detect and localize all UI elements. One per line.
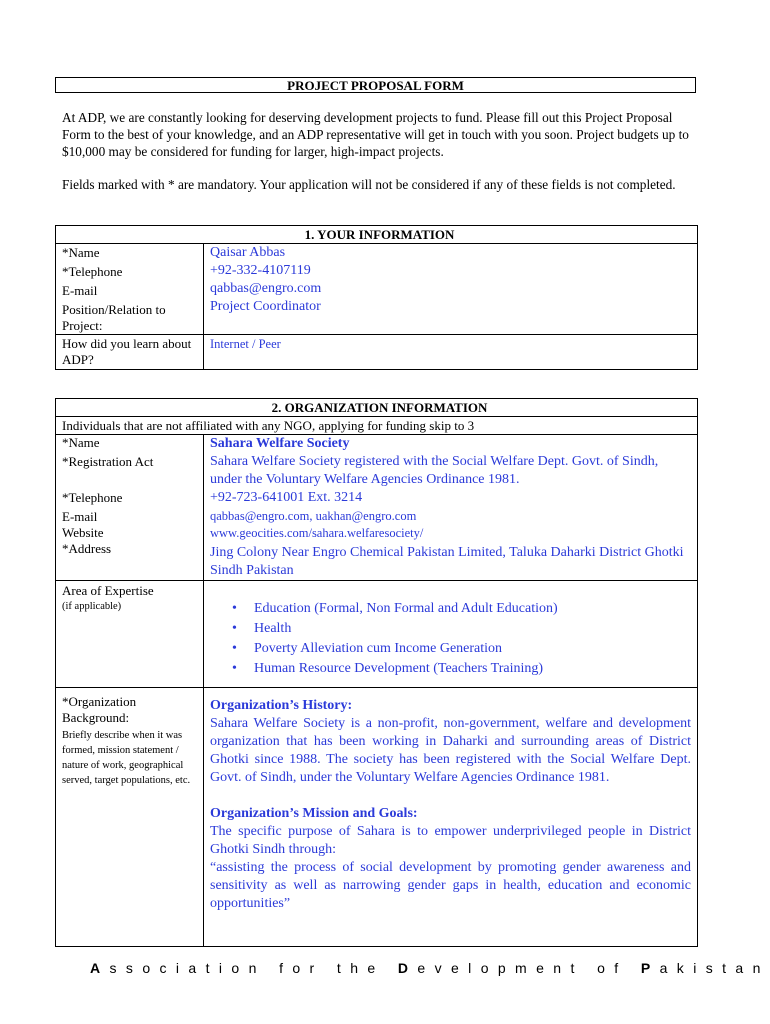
- name-value[interactable]: Qaisar Abbas: [210, 245, 286, 260]
- mission-quote[interactable]: “assisting the process of social development by promoting gender awareness and sensitivity as well as narrowing gender gaps in health, education and economic opportunities”: [210, 860, 691, 911]
- section2-note: Individuals that are not affiliated with any NGO, applying for funding skip to 3: [56, 417, 698, 435]
- list-item: • Human Resource Development (Teachers Training): [232, 661, 544, 676]
- footer-organization-name: Association for the Development of Pakistan: [90, 960, 770, 976]
- your-information-table: [55, 225, 698, 370]
- position-value[interactable]: Project Coordinator: [210, 299, 321, 314]
- list-item: • Poverty Alleviation cum Income Generation: [232, 641, 503, 656]
- mandatory-note: Fields marked with * are mandatory. Your application will not be considered if any of these fields is not completed.: [62, 177, 676, 192]
- section2-heading: 2. ORGANIZATION INFORMATION: [56, 399, 698, 417]
- org-email-label: E-mail: [62, 509, 98, 524]
- email-label: E-mail: [62, 283, 98, 298]
- registration-value[interactable]: Sahara Welfare Society registered with the Social Welfare Dept. Govt. of Sindh, under the Voluntary Welfare Agencies Ordinance 1981.: [210, 454, 659, 487]
- registration-label: *Registration Act: [62, 454, 154, 469]
- org-name-value[interactable]: Sahara Welfare Society: [210, 436, 350, 451]
- learn-label: How did you learn about ADP?: [62, 336, 192, 367]
- organization-information-table: [55, 398, 698, 947]
- expertise-label: Area of Expertise: [62, 583, 154, 598]
- background-label: *Organization Background:: [62, 694, 137, 725]
- list-item: • Health: [232, 621, 292, 636]
- section1-heading: 1. YOUR INFORMATION: [56, 226, 698, 244]
- org-telephone-label: *Telephone: [62, 490, 123, 505]
- org-name-label: *Name: [62, 435, 100, 450]
- expertise-list: [210, 599, 697, 679]
- address-value[interactable]: Jing Colony Near Engro Chemical Pakistan Limited, Taluka Daharki District Ghotki Sindh Pakistan: [210, 545, 684, 578]
- mission-heading: Organization’s Mission and Goals:: [210, 806, 418, 821]
- org-telephone-value[interactable]: +92-723-641001 Ext. 3214: [210, 490, 363, 505]
- mission-text[interactable]: The specific purpose of Sahara is to empower underprivileged people in District Ghotki Sindh through:: [210, 824, 691, 857]
- telephone-label: *Telephone: [62, 264, 123, 279]
- history-text[interactable]: Sahara Welfare Society is a non-profit, non-government, welfare and development organization that has been working in Daharki and surrounding areas of District Ghotki since 1988. The society has been registered with the Social Welfare Dept. Govt. of Sindh, under the Voluntary Welfare Agencies Ordinance 1981.: [210, 716, 691, 785]
- list-item: • Education (Formal, Non Formal and Adult Education): [232, 601, 558, 616]
- intro-paragraph: At ADP, we are constantly looking for deserving development projects to fund. Please fill out this Project Proposal Form to the best of your knowledge, and an ADP representative will get in touch with you soon. Project budgets up to $10,000 may be considered for funding for larger, high-impact projects.: [62, 110, 689, 159]
- name-label: *Name: [62, 245, 100, 260]
- telephone-value[interactable]: +92-332-4107119: [210, 263, 311, 278]
- position-label: Position/Relation to Project:: [62, 302, 166, 333]
- email-value[interactable]: qabbas@engro.com: [210, 281, 322, 296]
- org-email-value[interactable]: qabbas@engro.com, uakhan@engro.com: [210, 509, 417, 523]
- expertise-sub: (if applicable): [62, 601, 122, 612]
- history-heading: Organization’s History:: [210, 698, 353, 713]
- form-title: PROJECT PROPOSAL FORM: [55, 77, 696, 93]
- website-value[interactable]: www.geocities.com/sahara.welfaresociety/: [210, 526, 424, 540]
- address-label: *Address: [62, 541, 112, 556]
- learn-value[interactable]: Internet / Peer: [210, 337, 281, 351]
- website-label: Website: [62, 525, 104, 540]
- background-sub: Briefly describe when it was formed, mission statement / nature of work, geographical served, target populations, etc.: [62, 730, 191, 786]
